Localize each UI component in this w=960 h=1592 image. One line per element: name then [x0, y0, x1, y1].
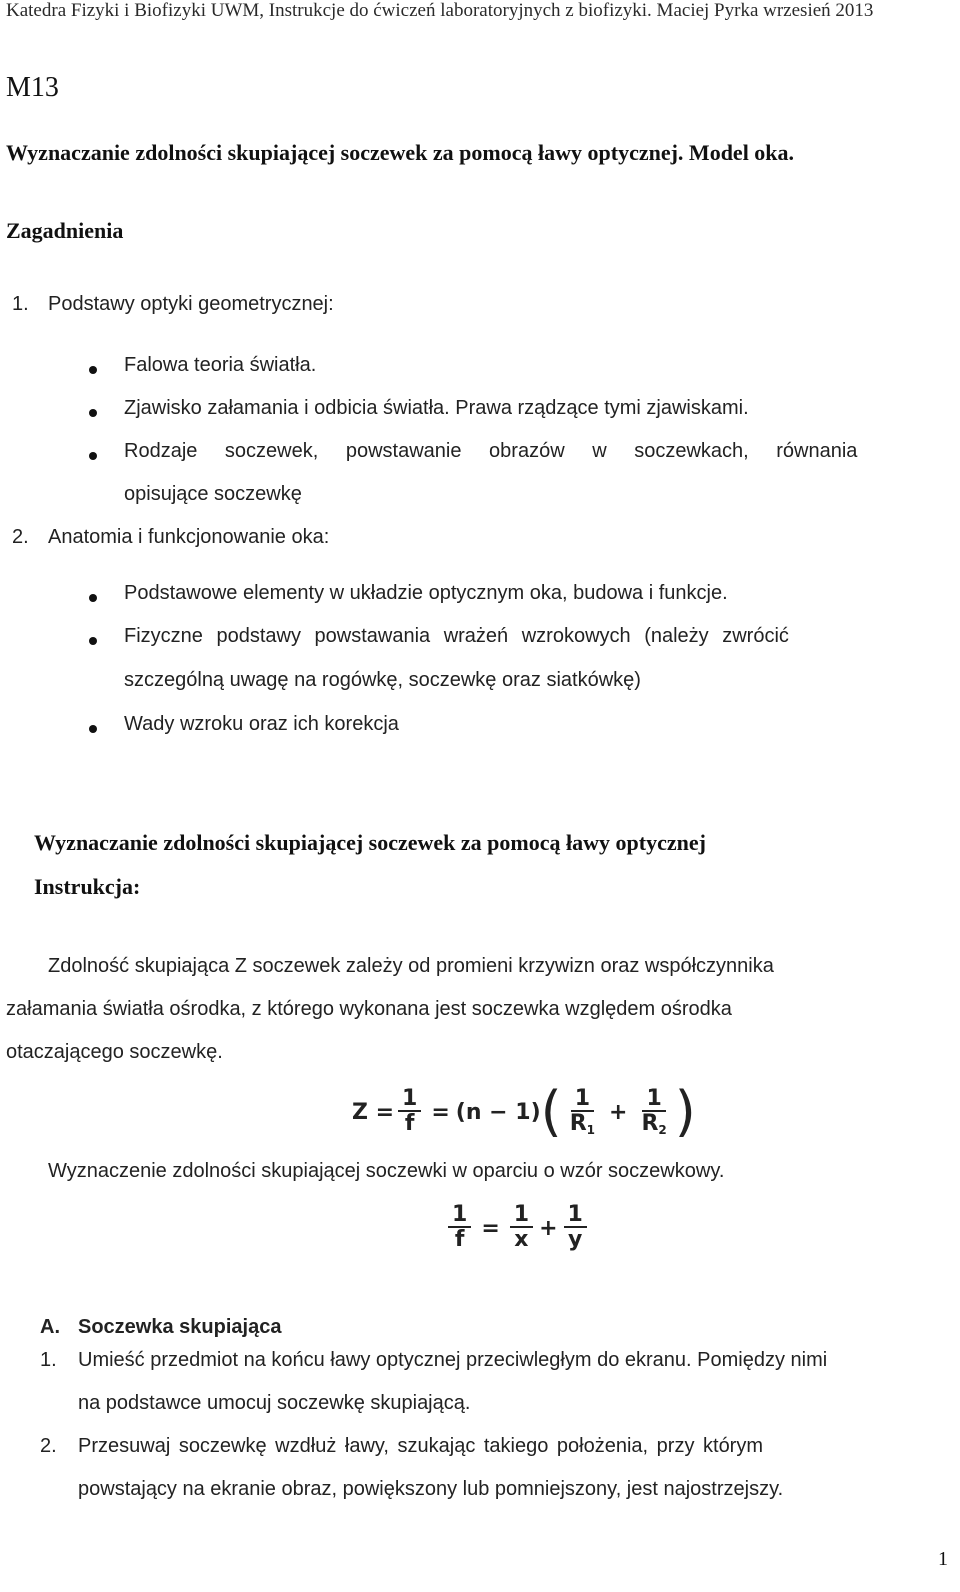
- lens-formula-sentence: Wyznaczenie zdolności skupiającej soczewki w oparciu o wzór soczewkowy.: [48, 1160, 725, 1182]
- numerator: 1: [510, 1203, 533, 1228]
- fraction-1-over-r2: [637, 1087, 670, 1137]
- equals-sign: =: [481, 1215, 500, 1241]
- denominator: f: [454, 1227, 465, 1253]
- part-a-label: A.: [40, 1316, 60, 1338]
- topic-1-bullet-2: Zjawisko załamania i odbicia światła. Prawa rządzące tymi zjawiskami.: [124, 397, 749, 419]
- formula-lhs: Z =: [352, 1099, 395, 1125]
- page-number: 1: [938, 1548, 948, 1570]
- topic-2-bullet-1: Podstawowe elementy w układzie optycznym oka, budowa i funkcje.: [124, 582, 728, 604]
- topic-2-bullet-2-cont: szczególną uwagę na rogówkę, soczewkę oraz siatkówkę): [124, 669, 641, 691]
- topic-1-bullet-3: [124, 440, 898, 463]
- step-1-line-1: Umieść przedmiot na końcu ławy optycznej przeciwległym do ekranu. Pomiędzy nimi: [78, 1349, 828, 1371]
- numerator: 1: [642, 1087, 665, 1112]
- topic-2-bullet-2: Fizyczne podstawy powstawania wrażeń wzrokowych (należy zwrócić: [124, 625, 789, 647]
- denominator: f: [404, 1111, 415, 1137]
- topic-1-bullet-1: Falowa teoria światła.: [124, 354, 317, 376]
- step-2-line-1: Przesuwaj soczewkę wzdłuż ławy, szukając takiego położenia, przy którym: [78, 1435, 764, 1457]
- section-heading: Wyznaczanie zdolności skupiającej soczewek za pomocą ławy optycznej: [34, 830, 706, 855]
- subscript: 1: [586, 1122, 596, 1137]
- topics-heading: Zagadnienia: [6, 218, 124, 243]
- open-paren: (: [540, 1080, 562, 1143]
- equals-sign: =: [431, 1099, 450, 1125]
- part-a-title: Soczewka skupiająca: [78, 1316, 282, 1338]
- plus-sign: +: [539, 1215, 558, 1241]
- plus-sign: +: [609, 1099, 628, 1125]
- step-1-line-2: na podstawce umocuj soczewkę skupiającą.: [78, 1392, 471, 1414]
- denominator: [566, 1112, 599, 1137]
- topic-2-number: 2.: [12, 526, 29, 548]
- bullet-dot: [89, 409, 97, 417]
- denominator: y: [567, 1227, 583, 1253]
- step-1-number: 1.: [40, 1349, 57, 1371]
- denominator: [637, 1112, 670, 1137]
- topic-1-bullet-3-cont: opisujące soczewkę: [124, 483, 302, 505]
- bullet-dot: [89, 637, 97, 645]
- step-2-number: 2.: [40, 1435, 57, 1457]
- page-header: Katedra Fizyki i Biofizyki UWM, Instrukcje do ćwiczeń laboratoryjnych z biofizyki. Maciej Pyrka wrzesień 2013: [6, 0, 874, 21]
- index-factor: (n − 1): [455, 1099, 541, 1125]
- bullet-dot: [89, 366, 97, 374]
- bullet-dot: [89, 725, 97, 733]
- close-paren: ): [674, 1080, 696, 1143]
- numerator: 1: [564, 1203, 587, 1228]
- numerator: 1: [571, 1087, 594, 1112]
- fraction-1-over-f: [398, 1087, 421, 1136]
- topic-1-bullet-3-text: Rodzaje soczewek, powstawanie obrazów w soczewkach, równania: [124, 440, 858, 462]
- topic-1-label: Podstawy optyki geometrycznej:: [48, 293, 334, 315]
- paragraph-line-3: otaczającego soczewkę.: [6, 1041, 223, 1063]
- topic-2-label: Anatomia i funkcjonowanie oka:: [48, 526, 330, 548]
- paragraph-line-1: Zdolność skupiająca Z soczewek zależy od promieni krzywizn oraz współczynnika: [48, 955, 774, 977]
- step-2-line-2: powstający na ekranie obraz, powiększony lub pomniejszony, jest najostrzejszy.: [78, 1478, 784, 1500]
- bullet-dot: [89, 594, 97, 602]
- fraction-1-over-y: [564, 1203, 587, 1252]
- fraction-1-over-x: [510, 1203, 533, 1252]
- numerator: 1: [448, 1203, 471, 1228]
- document-title: Wyznaczanie zdolności skupiającej soczewek za pomocą ławy optycznej. Model oka.: [6, 140, 795, 165]
- paragraph-line-2: załamania światła ośrodka, z którego wykonana jest soczewka względem ośrodka: [6, 998, 732, 1020]
- fraction-1-over-f: [448, 1203, 471, 1252]
- instructions-heading: Instrukcja:: [34, 874, 141, 899]
- denominator: x: [514, 1227, 529, 1253]
- r-symbol: R: [641, 1110, 659, 1136]
- fraction-1-over-r1: [566, 1087, 599, 1137]
- exercise-code: M13: [6, 72, 59, 103]
- thin-lens-formula: [444, 1198, 591, 1258]
- topic-2-bullet-3: Wady wzroku oraz ich korekcja: [124, 713, 399, 735]
- subscript: 2: [658, 1122, 667, 1137]
- r-symbol: R: [569, 1110, 587, 1136]
- lens-maker-formula: [352, 1080, 696, 1144]
- topic-1-number: 1.: [12, 293, 29, 315]
- numerator: 1: [398, 1087, 421, 1112]
- bullet-dot: [89, 452, 97, 460]
